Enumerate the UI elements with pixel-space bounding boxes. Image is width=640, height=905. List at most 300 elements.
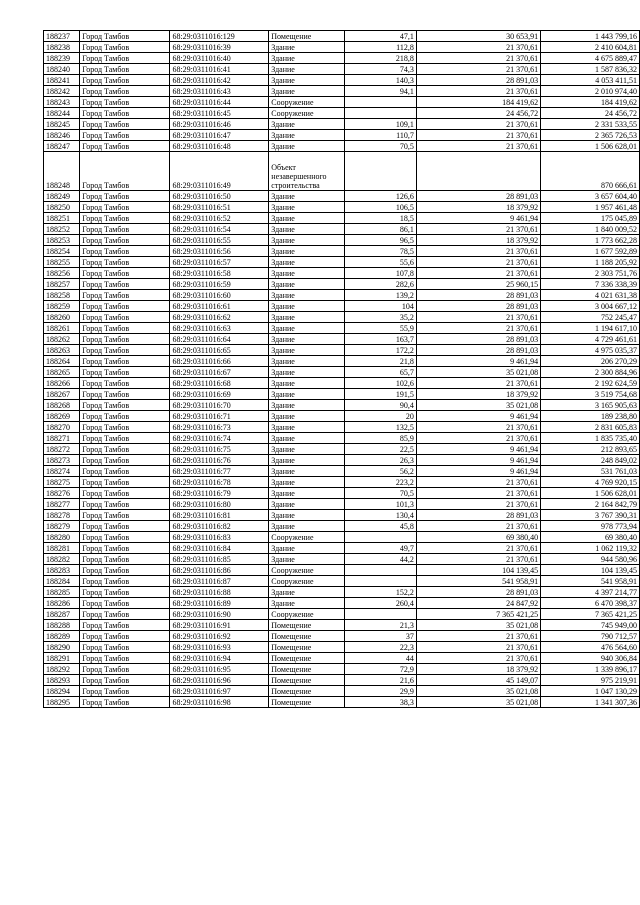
cadastral-value-cell: 2 010 974,40 xyxy=(541,86,640,97)
area-cell: 21,3 xyxy=(344,620,416,631)
area-cell: 191,5 xyxy=(344,389,416,400)
unit-value-cell: 35 021,08 xyxy=(416,400,540,411)
object-type-cell: Здание xyxy=(269,444,344,455)
cadastral-number-cell: 68:29:0311016:74 xyxy=(170,433,269,444)
row-number-cell: 188257 xyxy=(44,279,80,290)
cadastral-number-cell: 68:29:0311016:86 xyxy=(170,565,269,576)
unit-value-cell: 21 370,61 xyxy=(416,433,540,444)
city-cell: Город Тамбов xyxy=(80,130,170,141)
unit-value-cell: 21 370,61 xyxy=(416,378,540,389)
unit-value-cell: 9 461,94 xyxy=(416,213,540,224)
area-cell: 22,3 xyxy=(344,642,416,653)
unit-value-cell: 28 891,03 xyxy=(416,290,540,301)
area-cell: 70,5 xyxy=(344,141,416,152)
city-cell: Город Тамбов xyxy=(80,191,170,202)
unit-value-cell: 21 370,61 xyxy=(416,554,540,565)
area-cell: 70,5 xyxy=(344,488,416,499)
row-number-cell: 188277 xyxy=(44,499,80,510)
cadastral-value-cell: 6 470 398,37 xyxy=(541,598,640,609)
row-number-cell: 188282 xyxy=(44,554,80,565)
city-cell: Город Тамбов xyxy=(80,609,170,620)
object-type-cell: Объект незавершенного строительства xyxy=(269,152,344,191)
city-cell: Город Тамбов xyxy=(80,290,170,301)
unit-value-cell: 28 891,03 xyxy=(416,334,540,345)
row-number-cell: 188267 xyxy=(44,389,80,400)
unit-value-cell xyxy=(416,152,540,191)
city-cell: Город Тамбов xyxy=(80,532,170,543)
cadastral-number-cell: 68:29:0311016:50 xyxy=(170,191,269,202)
cadastral-value-cell: 531 761,03 xyxy=(541,466,640,477)
unit-value-cell: 21 370,61 xyxy=(416,642,540,653)
unit-value-cell: 28 891,03 xyxy=(416,191,540,202)
city-cell: Город Тамбов xyxy=(80,499,170,510)
table-body xyxy=(44,31,640,708)
unit-value-cell: 21 370,61 xyxy=(416,422,540,433)
object-type-cell: Помещение xyxy=(269,631,344,642)
city-cell: Город Тамбов xyxy=(80,108,170,119)
cadastral-number-cell: 68:29:0311016:98 xyxy=(170,697,269,708)
unit-value-cell: 24 456,72 xyxy=(416,108,540,119)
row-number-cell: 188239 xyxy=(44,53,80,64)
cadastral-value-cell: 752 245,47 xyxy=(541,312,640,323)
table-row xyxy=(44,565,640,576)
cadastral-value-cell: 2 303 751,76 xyxy=(541,268,640,279)
cadastral-value-cell: 944 580,96 xyxy=(541,554,640,565)
area-cell: 44 xyxy=(344,653,416,664)
area-cell: 163,7 xyxy=(344,334,416,345)
cadastral-value-table xyxy=(43,30,640,708)
cadastral-number-cell: 68:29:0311016:82 xyxy=(170,521,269,532)
table-row xyxy=(44,389,640,400)
unit-value-cell: 21 370,61 xyxy=(416,323,540,334)
area-cell: 126,6 xyxy=(344,191,416,202)
table-row xyxy=(44,97,640,108)
row-number-cell: 188287 xyxy=(44,609,80,620)
cadastral-value-cell: 541 958,91 xyxy=(541,576,640,587)
object-type-cell: Здание xyxy=(269,334,344,345)
city-cell: Город Тамбов xyxy=(80,389,170,400)
object-type-cell: Здание xyxy=(269,587,344,598)
row-number-cell: 188249 xyxy=(44,191,80,202)
row-number-cell: 188252 xyxy=(44,224,80,235)
area-cell: 172,2 xyxy=(344,345,416,356)
row-number-cell: 188258 xyxy=(44,290,80,301)
table-row xyxy=(44,224,640,235)
unit-value-cell: 21 370,61 xyxy=(416,119,540,130)
cadastral-value-cell: 7 336 338,39 xyxy=(541,279,640,290)
city-cell: Город Тамбов xyxy=(80,42,170,53)
cadastral-value-cell: 2 164 842,79 xyxy=(541,499,640,510)
unit-value-cell: 21 370,61 xyxy=(416,53,540,64)
area-cell: 101,3 xyxy=(344,499,416,510)
city-cell: Город Тамбов xyxy=(80,213,170,224)
area-cell: 107,8 xyxy=(344,268,416,279)
table-row xyxy=(44,246,640,257)
cadastral-value-cell: 476 564,60 xyxy=(541,642,640,653)
object-type-cell: Помещение xyxy=(269,620,344,631)
area-cell: 26,3 xyxy=(344,455,416,466)
table-row xyxy=(44,191,640,202)
table-row xyxy=(44,279,640,290)
row-number-cell: 188294 xyxy=(44,686,80,697)
area-cell: 37 xyxy=(344,631,416,642)
city-cell: Город Тамбов xyxy=(80,202,170,213)
object-type-cell: Здание xyxy=(269,86,344,97)
row-number-cell: 188250 xyxy=(44,202,80,213)
object-type-cell: Здание xyxy=(269,477,344,488)
city-cell: Город Тамбов xyxy=(80,554,170,565)
cadastral-value-cell: 3 165 905,63 xyxy=(541,400,640,411)
cadastral-number-cell: 68:29:0311016:76 xyxy=(170,455,269,466)
unit-value-cell: 21 370,61 xyxy=(416,653,540,664)
unit-value-cell: 9 461,94 xyxy=(416,444,540,455)
cadastral-number-cell: 68:29:0311016:57 xyxy=(170,257,269,268)
city-cell: Город Тамбов xyxy=(80,378,170,389)
area-cell: 56,2 xyxy=(344,466,416,477)
table-row xyxy=(44,64,640,75)
table-row xyxy=(44,675,640,686)
cadastral-value-cell: 4 397 214,77 xyxy=(541,587,640,598)
cadastral-number-cell: 68:29:0311016:61 xyxy=(170,301,269,312)
row-number-cell: 188261 xyxy=(44,323,80,334)
cadastral-value-cell: 2 410 604,81 xyxy=(541,42,640,53)
city-cell: Город Тамбов xyxy=(80,466,170,477)
area-cell xyxy=(344,97,416,108)
unit-value-cell: 21 370,61 xyxy=(416,257,540,268)
cadastral-number-cell: 68:29:0311016:70 xyxy=(170,400,269,411)
area-cell: 86,1 xyxy=(344,224,416,235)
row-number-cell: 188281 xyxy=(44,543,80,554)
cadastral-number-cell: 68:29:0311016:44 xyxy=(170,97,269,108)
area-cell xyxy=(344,576,416,587)
cadastral-number-cell: 68:29:0311016:54 xyxy=(170,224,269,235)
unit-value-cell: 21 370,61 xyxy=(416,130,540,141)
cadastral-value-cell: 3 767 390,31 xyxy=(541,510,640,521)
city-cell: Город Тамбов xyxy=(80,587,170,598)
object-type-cell: Помещение xyxy=(269,653,344,664)
cadastral-value-cell: 2 365 726,53 xyxy=(541,130,640,141)
city-cell: Город Тамбов xyxy=(80,75,170,86)
object-type-cell: Здание xyxy=(269,510,344,521)
table-row xyxy=(44,653,640,664)
object-type-cell: Помещение xyxy=(269,697,344,708)
table-row xyxy=(44,543,640,554)
cadastral-number-cell: 68:29:0311016:68 xyxy=(170,378,269,389)
row-number-cell: 188256 xyxy=(44,268,80,279)
city-cell: Город Тамбов xyxy=(80,444,170,455)
city-cell: Город Тамбов xyxy=(80,312,170,323)
cadastral-value-cell: 1 835 735,40 xyxy=(541,433,640,444)
unit-value-cell: 9 461,94 xyxy=(416,411,540,422)
city-cell: Город Тамбов xyxy=(80,576,170,587)
cadastral-number-cell: 68:29:0311016:69 xyxy=(170,389,269,400)
row-number-cell: 188285 xyxy=(44,587,80,598)
table-row xyxy=(44,554,640,565)
row-number-cell: 188255 xyxy=(44,257,80,268)
unit-value-cell: 18 379,92 xyxy=(416,202,540,213)
unit-value-cell: 28 891,03 xyxy=(416,301,540,312)
city-cell: Город Тамбов xyxy=(80,301,170,312)
row-number-cell: 188241 xyxy=(44,75,80,86)
cadastral-number-cell: 68:29:0311016:90 xyxy=(170,609,269,620)
city-cell: Город Тамбов xyxy=(80,642,170,653)
table-row xyxy=(44,609,640,620)
unit-value-cell: 21 370,61 xyxy=(416,477,540,488)
unit-value-cell: 21 370,61 xyxy=(416,86,540,97)
table-row xyxy=(44,367,640,378)
cadastral-number-cell: 68:29:0311016:81 xyxy=(170,510,269,521)
object-type-cell: Здание xyxy=(269,356,344,367)
object-type-cell: Здание xyxy=(269,202,344,213)
area-cell: 72,9 xyxy=(344,664,416,675)
area-cell: 260,4 xyxy=(344,598,416,609)
unit-value-cell: 35 021,08 xyxy=(416,620,540,631)
row-number-cell: 188259 xyxy=(44,301,80,312)
object-type-cell: Здание xyxy=(269,191,344,202)
unit-value-cell: 69 380,40 xyxy=(416,532,540,543)
table-row xyxy=(44,576,640,587)
object-type-cell: Сооружение xyxy=(269,609,344,620)
cadastral-number-cell: 68:29:0311016:47 xyxy=(170,130,269,141)
table-row xyxy=(44,477,640,488)
cadastral-value-cell: 1 339 896,17 xyxy=(541,664,640,675)
city-cell: Город Тамбов xyxy=(80,141,170,152)
row-number-cell: 188292 xyxy=(44,664,80,675)
table-row xyxy=(44,620,640,631)
object-type-cell: Здание xyxy=(269,42,344,53)
object-type-cell: Здание xyxy=(269,246,344,257)
row-number-cell: 188271 xyxy=(44,433,80,444)
city-cell: Город Тамбов xyxy=(80,356,170,367)
area-cell xyxy=(344,609,416,620)
row-number-cell: 188275 xyxy=(44,477,80,488)
city-cell: Город Тамбов xyxy=(80,257,170,268)
cadastral-value-cell: 4 675 889,47 xyxy=(541,53,640,64)
row-number-cell: 188295 xyxy=(44,697,80,708)
cadastral-number-cell: 68:29:0311016:52 xyxy=(170,213,269,224)
cadastral-number-cell: 68:29:0311016:92 xyxy=(170,631,269,642)
area-cell: 218,8 xyxy=(344,53,416,64)
cadastral-number-cell: 68:29:0311016:94 xyxy=(170,653,269,664)
city-cell: Город Тамбов xyxy=(80,664,170,675)
area-cell: 21,8 xyxy=(344,356,416,367)
unit-value-cell: 35 021,08 xyxy=(416,697,540,708)
unit-value-cell: 30 653,91 xyxy=(416,31,540,42)
city-cell: Город Тамбов xyxy=(80,64,170,75)
area-cell: 109,1 xyxy=(344,119,416,130)
row-number-cell: 188276 xyxy=(44,488,80,499)
cadastral-value-cell: 4 975 035,37 xyxy=(541,345,640,356)
table-row xyxy=(44,455,640,466)
area-cell: 29,9 xyxy=(344,686,416,697)
object-type-cell: Здание xyxy=(269,411,344,422)
city-cell: Город Тамбов xyxy=(80,119,170,130)
row-number-cell: 188272 xyxy=(44,444,80,455)
cadastral-number-cell: 68:29:0311016:79 xyxy=(170,488,269,499)
cadastral-number-cell: 68:29:0311016:45 xyxy=(170,108,269,119)
unit-value-cell: 18 379,92 xyxy=(416,664,540,675)
cadastral-value-cell: 870 666,61 xyxy=(541,152,640,191)
table-row xyxy=(44,141,640,152)
cadastral-number-cell: 68:29:0311016:89 xyxy=(170,598,269,609)
unit-value-cell: 104 139,45 xyxy=(416,565,540,576)
row-number-cell: 188291 xyxy=(44,653,80,664)
cadastral-number-cell: 68:29:0311016:67 xyxy=(170,367,269,378)
city-cell: Город Тамбов xyxy=(80,246,170,257)
object-type-cell: Здание xyxy=(269,279,344,290)
area-cell xyxy=(344,108,416,119)
row-number-cell: 188243 xyxy=(44,97,80,108)
row-number-cell: 188244 xyxy=(44,108,80,119)
object-type-cell: Здание xyxy=(269,389,344,400)
object-type-cell: Здание xyxy=(269,433,344,444)
area-cell xyxy=(344,152,416,191)
row-number-cell: 188254 xyxy=(44,246,80,257)
cadastral-value-cell: 1 443 799,16 xyxy=(541,31,640,42)
cadastral-value-cell: 1 840 009,52 xyxy=(541,224,640,235)
table-row xyxy=(44,53,640,64)
city-cell: Город Тамбов xyxy=(80,422,170,433)
table-row xyxy=(44,488,640,499)
table-row xyxy=(44,664,640,675)
area-cell: 110,7 xyxy=(344,130,416,141)
cadastral-value-cell: 2 300 884,96 xyxy=(541,367,640,378)
row-number-cell: 188264 xyxy=(44,356,80,367)
row-number-cell: 188247 xyxy=(44,141,80,152)
area-cell: 78,5 xyxy=(344,246,416,257)
table-row xyxy=(44,400,640,411)
unit-value-cell: 21 370,61 xyxy=(416,499,540,510)
cadastral-value-cell: 940 306,84 xyxy=(541,653,640,664)
cadastral-number-cell: 68:29:0311016:43 xyxy=(170,86,269,97)
area-cell: 282,6 xyxy=(344,279,416,290)
cadastral-number-cell: 68:29:0311016:97 xyxy=(170,686,269,697)
object-type-cell: Здание xyxy=(269,499,344,510)
cadastral-value-cell: 745 949,00 xyxy=(541,620,640,631)
city-cell: Город Тамбов xyxy=(80,268,170,279)
cadastral-value-cell: 4 769 920,15 xyxy=(541,477,640,488)
cadastral-value-cell: 2 192 624,59 xyxy=(541,378,640,389)
cadastral-value-cell: 212 893,65 xyxy=(541,444,640,455)
city-cell: Город Тамбов xyxy=(80,521,170,532)
city-cell: Город Тамбов xyxy=(80,477,170,488)
table-row xyxy=(44,323,640,334)
cadastral-number-cell: 68:29:0311016:91 xyxy=(170,620,269,631)
cadastral-value-cell: 1 188 205,92 xyxy=(541,257,640,268)
cadastral-value-cell: 1 062 119,32 xyxy=(541,543,640,554)
table-row xyxy=(44,257,640,268)
object-type-cell: Сооружение xyxy=(269,576,344,587)
row-number-cell: 188279 xyxy=(44,521,80,532)
cadastral-number-cell: 68:29:0311016:87 xyxy=(170,576,269,587)
city-cell: Город Тамбов xyxy=(80,367,170,378)
row-number-cell: 188240 xyxy=(44,64,80,75)
row-number-cell: 188283 xyxy=(44,565,80,576)
area-cell: 132,5 xyxy=(344,422,416,433)
object-type-cell: Здание xyxy=(269,323,344,334)
area-cell: 18,5 xyxy=(344,213,416,224)
city-cell: Город Тамбов xyxy=(80,631,170,642)
unit-value-cell: 28 891,03 xyxy=(416,345,540,356)
city-cell: Город Тамбов xyxy=(80,433,170,444)
area-cell: 112,8 xyxy=(344,42,416,53)
row-number-cell: 188265 xyxy=(44,367,80,378)
unit-value-cell: 9 461,94 xyxy=(416,466,540,477)
row-number-cell: 188248 xyxy=(44,152,80,191)
row-number-cell: 188270 xyxy=(44,422,80,433)
cadastral-number-cell: 68:29:0311016:93 xyxy=(170,642,269,653)
area-cell: 21,6 xyxy=(344,675,416,686)
city-cell: Город Тамбов xyxy=(80,97,170,108)
table-row xyxy=(44,642,640,653)
city-cell: Город Тамбов xyxy=(80,235,170,246)
row-number-cell: 188266 xyxy=(44,378,80,389)
cadastral-value-cell: 1 773 662,28 xyxy=(541,235,640,246)
cadastral-number-cell: 68:29:0311016:58 xyxy=(170,268,269,279)
row-number-cell: 188269 xyxy=(44,411,80,422)
unit-value-cell: 21 370,61 xyxy=(416,246,540,257)
table-row xyxy=(44,466,640,477)
unit-value-cell: 28 891,03 xyxy=(416,75,540,86)
cadastral-value-cell: 24 456,72 xyxy=(541,108,640,119)
cadastral-number-cell: 68:29:0311016:65 xyxy=(170,345,269,356)
area-cell: 22,5 xyxy=(344,444,416,455)
cadastral-number-cell: 68:29:0311016:63 xyxy=(170,323,269,334)
row-number-cell: 188274 xyxy=(44,466,80,477)
cadastral-value-cell: 1 506 628,01 xyxy=(541,141,640,152)
table-row xyxy=(44,587,640,598)
row-number-cell: 188238 xyxy=(44,42,80,53)
row-number-cell: 188245 xyxy=(44,119,80,130)
cadastral-number-cell: 68:29:0311016:75 xyxy=(170,444,269,455)
object-type-cell: Здание xyxy=(269,53,344,64)
cadastral-number-cell: 68:29:0311016:55 xyxy=(170,235,269,246)
object-type-cell: Здание xyxy=(269,213,344,224)
area-cell: 55,9 xyxy=(344,323,416,334)
area-cell: 96,5 xyxy=(344,235,416,246)
cadastral-number-cell: 68:29:0311016:46 xyxy=(170,119,269,130)
table-row xyxy=(44,532,640,543)
cadastral-number-cell: 68:29:0311016:78 xyxy=(170,477,269,488)
cadastral-value-cell: 184 419,62 xyxy=(541,97,640,108)
cadastral-value-cell: 1 047 130,29 xyxy=(541,686,640,697)
row-number-cell: 188242 xyxy=(44,86,80,97)
city-cell: Город Тамбов xyxy=(80,411,170,422)
city-cell: Город Тамбов xyxy=(80,323,170,334)
table-row xyxy=(44,312,640,323)
object-type-cell: Здание xyxy=(269,301,344,312)
table-row xyxy=(44,422,640,433)
area-cell: 38,3 xyxy=(344,697,416,708)
table-row xyxy=(44,510,640,521)
city-cell: Город Тамбов xyxy=(80,675,170,686)
cadastral-value-cell: 69 380,40 xyxy=(541,532,640,543)
unit-value-cell: 21 370,61 xyxy=(416,64,540,75)
table-row xyxy=(44,152,640,191)
table-row xyxy=(44,378,640,389)
area-cell: 140,3 xyxy=(344,75,416,86)
cadastral-number-cell: 68:29:0311016:62 xyxy=(170,312,269,323)
area-cell: 74,3 xyxy=(344,64,416,75)
object-type-cell: Здание xyxy=(269,543,344,554)
cadastral-value-cell: 175 045,89 xyxy=(541,213,640,224)
cadastral-number-cell: 68:29:0311016:60 xyxy=(170,290,269,301)
table-row xyxy=(44,268,640,279)
cadastral-value-cell: 3 519 754,68 xyxy=(541,389,640,400)
row-number-cell: 188293 xyxy=(44,675,80,686)
unit-value-cell: 7 365 421,25 xyxy=(416,609,540,620)
table-row xyxy=(44,334,640,345)
